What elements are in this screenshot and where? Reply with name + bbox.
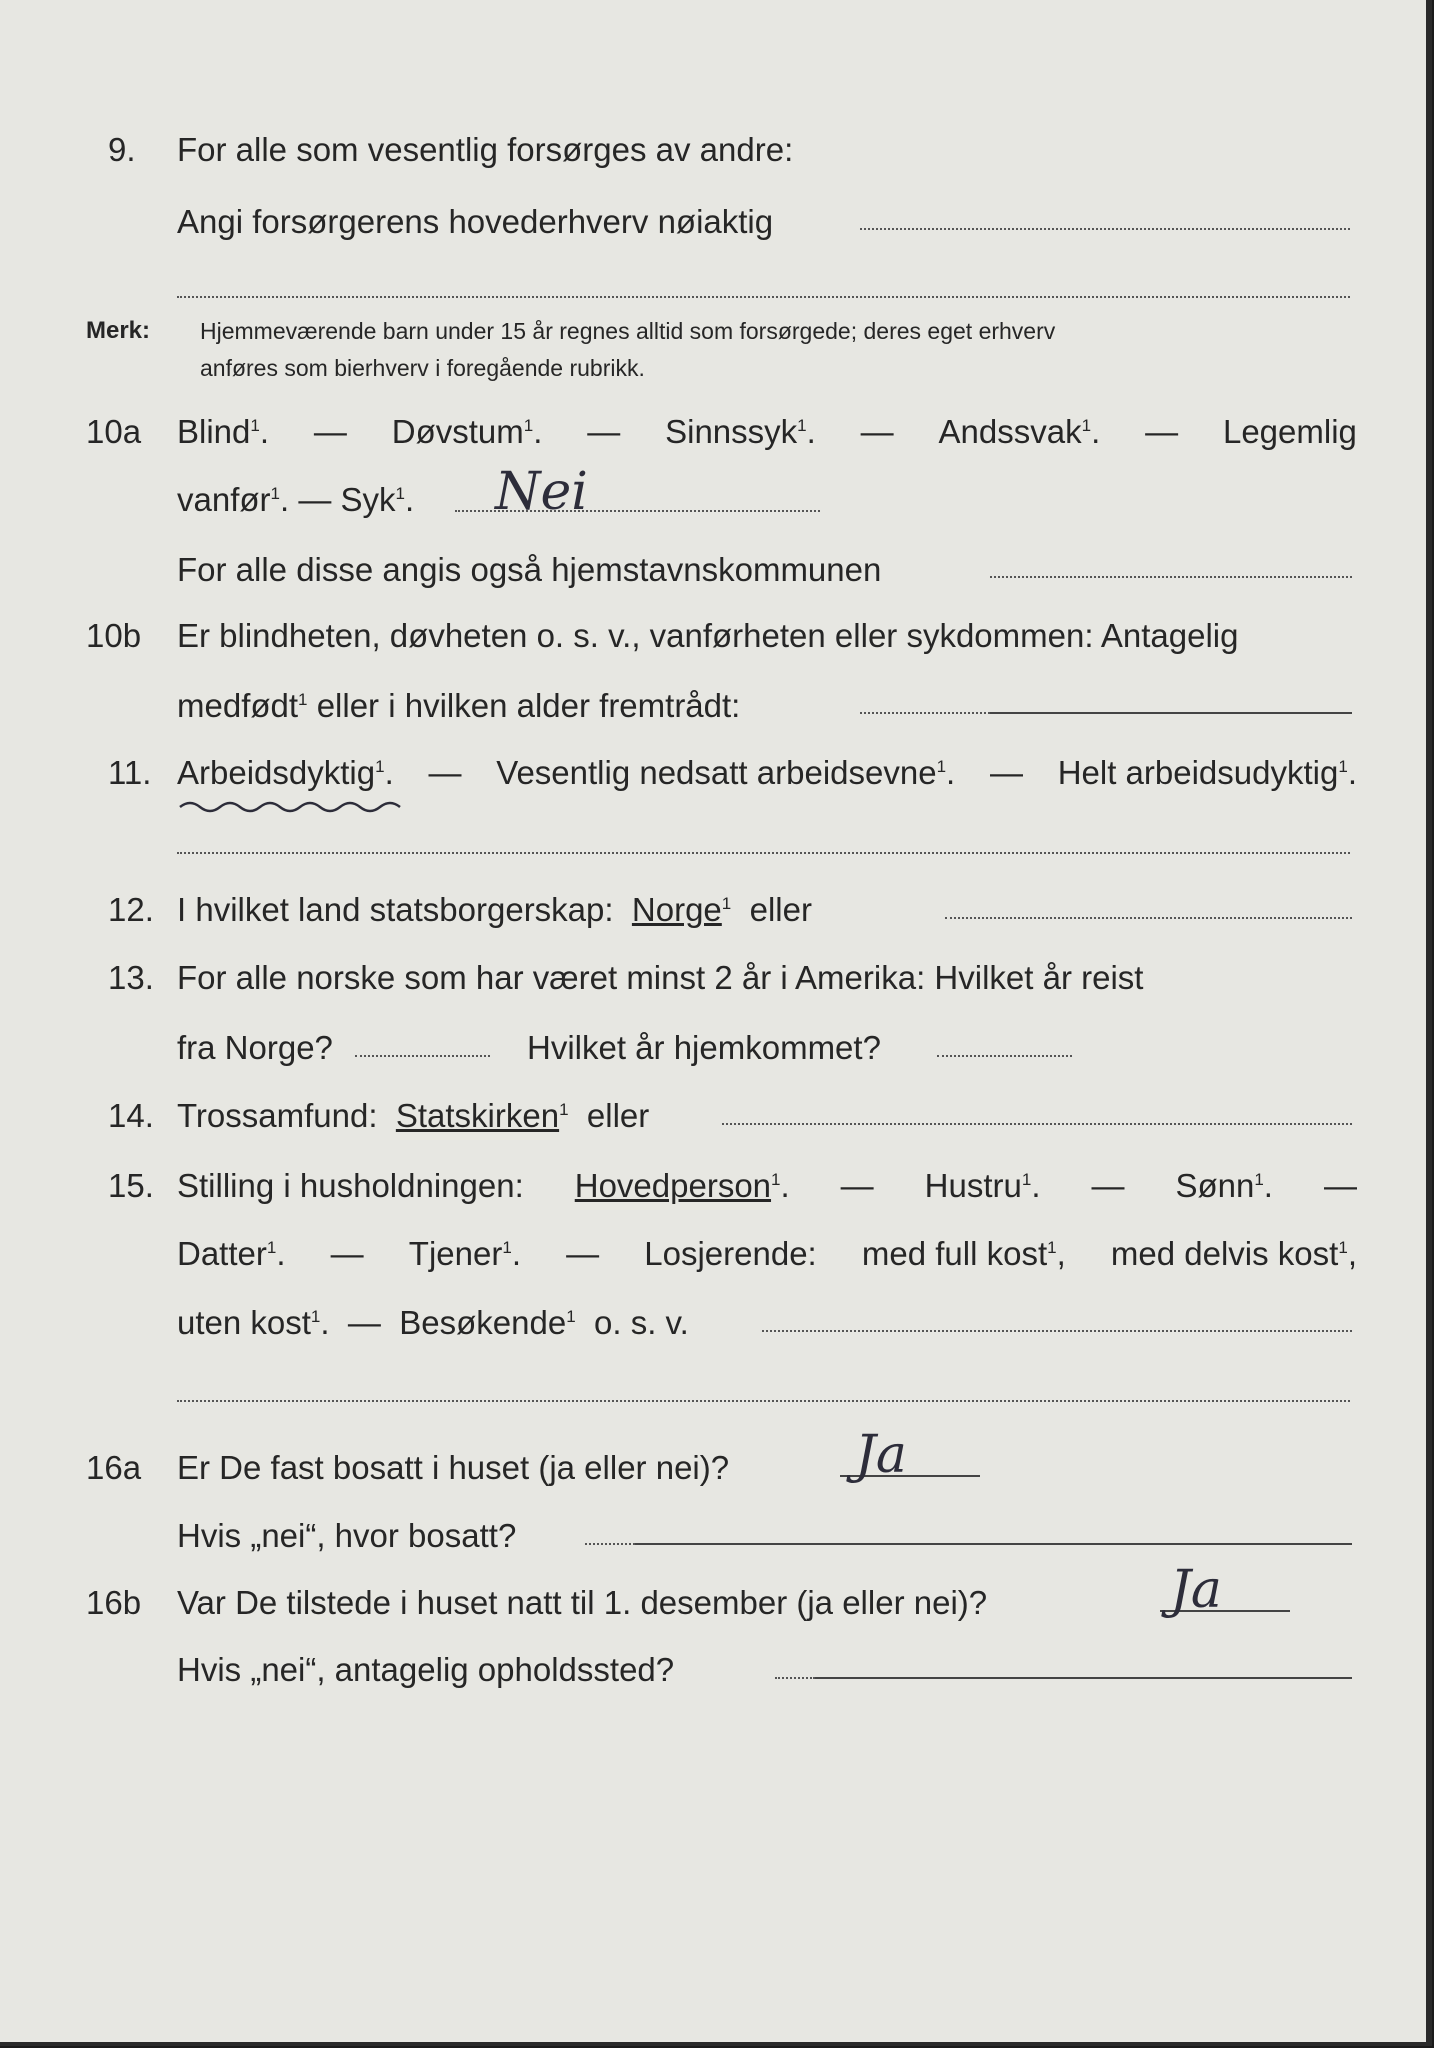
q11-answer-line[interactable] <box>177 852 1350 854</box>
q16a-handwritten-answer: Ja <box>855 1425 907 1485</box>
opt-utenkost: uten kost <box>177 1304 311 1341</box>
opt-datter: Datter <box>177 1235 267 1272</box>
q10a-number: 10a <box>86 413 142 450</box>
opt-dovstum: Døvstum <box>391 413 524 450</box>
opt-medfodt: medfødt <box>177 687 299 724</box>
opt-statskirken: Statskirken <box>395 1097 560 1134</box>
opt-hustru: Hustru <box>924 1167 1022 1204</box>
opt-legemlig: Legemlig <box>1222 413 1357 450</box>
q10b-number: 10b <box>86 617 142 654</box>
q9-line2: Angi forsørgerens hovederhverv nøiaktig <box>177 203 774 240</box>
q10a-line1: Blind$^1$. — Døvstum$^1$. — Sinnssyk$^1$. — Andssvak$^1$. — Legemlig <box>177 413 1357 450</box>
q16a-number: 16a <box>86 1449 142 1486</box>
q13-hjem-label: Hvilket år hjemkommet? <box>527 1029 881 1066</box>
q11-line1: Arbeidsdyktig$^1$. — Vesentlig nedsatt arbeidsevne$^1$. — Helt arbeidsudyktig$^1$. <box>177 754 1357 791</box>
q15-answer-line-2[interactable] <box>177 1400 1350 1402</box>
q12-line1: I hvilket land statsborgerskap: Norge$^1$ eller <box>177 891 812 928</box>
q10b-line2: medfødt$^1$ eller i hvilken alder fremtrådt: <box>177 687 741 724</box>
q10b-line1: Er blindheten, døvheten o. s. v., vanførheten eller sykdommen: Antagelig <box>177 617 1239 654</box>
q14-line1: Trossamfund: Statskirken$^1$ eller <box>177 1097 650 1134</box>
opt-fullkost: med full kost <box>861 1235 1048 1272</box>
q16b-handwritten-answer: Ja <box>1170 1560 1222 1620</box>
q9-answer-line[interactable] <box>860 228 1350 230</box>
opt-arbeidsdyktig: Arbeidsdyktig <box>177 754 376 791</box>
q16b-opholdssted-line-b[interactable] <box>815 1677 1352 1679</box>
merk-line2: anføres som bierhverv i foregående rubrikk. <box>200 355 645 381</box>
merk-line1: Hjemmeværende barn under 15 år regnes alltid som forsørgede; deres eget erhverv <box>200 318 1056 344</box>
q10a-handwritten-answer: Nei <box>495 462 588 522</box>
q13-reist-line[interactable] <box>355 1055 490 1057</box>
q16a-bosatt-line-b[interactable] <box>635 1543 1352 1545</box>
q16b-opholdssted-line-a[interactable] <box>775 1677 815 1679</box>
opt-delviskost: med delvis kost <box>1110 1235 1339 1272</box>
opt-syk: Syk <box>340 481 396 518</box>
q15-line2: Datter$^1$. — Tjener$^1$. — Losjerende: med full kost$^1$, med delvis kost$^1$, <box>177 1235 1357 1272</box>
opt-besokende: Besøkende <box>399 1304 567 1341</box>
q10b-answer-line-b[interactable] <box>990 712 1352 714</box>
opt-sinnssyk: Sinnssyk <box>665 413 798 450</box>
opt-nedsatt: Vesentlig nedsatt arbeidsevne <box>496 754 937 791</box>
q13-line1: For alle norske som har været minst 2 år i Amerika: Hvilket år reist <box>177 959 1144 996</box>
opt-blind: Blind <box>177 413 251 450</box>
opt-vanfor: vanfør <box>177 481 271 518</box>
q15-number: 15. <box>108 1167 154 1204</box>
q10a-line3: For alle disse angis også hjemstavnskommunen <box>177 551 882 588</box>
q9-number: 9. <box>108 131 136 168</box>
opt-norge: Norge <box>631 891 722 928</box>
q16b-line1: Var De tilstede i huset natt til 1. desember (ja eller nei)? <box>177 1584 988 1621</box>
q15-answer-line[interactable] <box>762 1330 1352 1332</box>
q11-number: 11. <box>108 754 152 791</box>
q9-line1: For alle som vesentlig forsørges av andre: <box>177 131 794 168</box>
q16a-line1: Er De fast bosatt i huset (ja eller nei)? <box>177 1449 730 1486</box>
q13-hjemkommet-line[interactable] <box>937 1055 1072 1057</box>
q16b-line2: Hvis „nei“, antagelig opholdssted? <box>177 1651 675 1688</box>
q13-number: 13. <box>108 959 154 996</box>
q15-line3: uten kost$^1$. — Besøkende$^1$ o. s. v. <box>177 1304 689 1341</box>
q14-number: 14. <box>108 1097 154 1134</box>
q10b-answer-line-a[interactable] <box>860 712 990 714</box>
opt-sonn: Sønn <box>1175 1167 1255 1204</box>
q16a-line2: Hvis „nei“, hvor bosatt? <box>177 1517 517 1554</box>
q10a-line2: vanfør$^1$. — Syk$^1$. <box>177 481 415 518</box>
q16b-number: 16b <box>86 1584 142 1621</box>
q11-handwritten-underline <box>178 795 403 815</box>
opt-udyktig: Helt arbeidsudyktig <box>1057 754 1339 791</box>
q13-fra-label: fra Norge? <box>177 1029 333 1066</box>
q12-number: 12. <box>108 891 154 928</box>
opt-andssvak: Andssvak <box>938 413 1082 450</box>
q10a-hjemstavn-line[interactable] <box>990 576 1352 578</box>
opt-tjener: Tjener <box>408 1235 503 1272</box>
opt-hovedperson: Hovedperson <box>574 1167 772 1204</box>
merk-label: Merk: <box>86 317 151 344</box>
q12-answer-line[interactable] <box>945 917 1352 919</box>
q15-line1: Stilling i husholdningen: Hovedperson$^1$. — Hustru$^1$. — Sønn$^1$. — <box>177 1167 1357 1204</box>
q14-answer-line[interactable] <box>722 1123 1352 1125</box>
q9-answer-line-2[interactable] <box>177 296 1350 298</box>
q16a-bosatt-line-a[interactable] <box>585 1543 635 1545</box>
